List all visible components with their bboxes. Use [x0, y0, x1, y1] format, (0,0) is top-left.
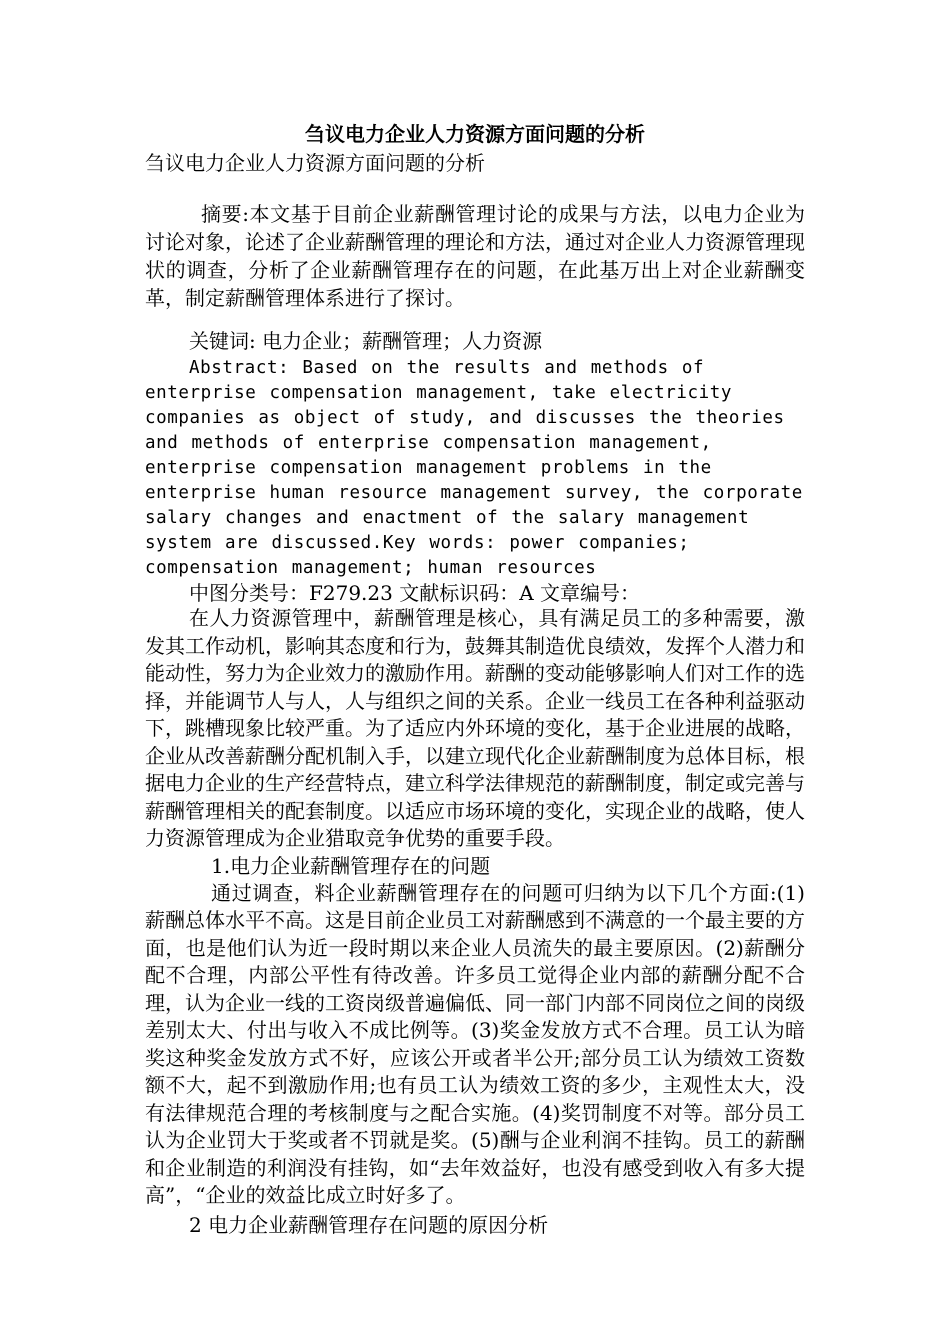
section-1-heading: 1.电力企业薪酬管理存在的问题: [211, 853, 491, 878]
document-subtitle: 刍议电力企业人力资源方面问题的分析: [145, 151, 485, 175]
english-abstract: Abstract: Based on the results and methods of enterprise compensation management, take electricity companies as object of study, and discusses the theories and methods of enterprise compensation management, enterprise compensation management problems in the enterprise human resource management survey, the corporate salary changes and enactment of the salary management system are discussed.Key words: power companies; compensation management; human resources: [145, 358, 803, 578]
section-1-paragraph: 通过调查，料企业薪酬管理存在的问题可归纳为以下几个方面:(1)薪酬总体水平不高。这是目前企业员工对薪酬感到不满意的一个最主要的方面，也是他们认为近一段时期以来企业人员流失的最主要原因。(2)薪酬分配不合理，内部公平性有待改善。许多员工觉得企业内部的薪酬分配不合理，认为企业一线的工资岗级普遍偏低、同一部门内部不同岗位之间的岗级差别太大、付出与收入不成比例等。(3)奖金发放方式不合理。员工认为暗奖这种奖金发放方式不好，应该公开或者半公开;部分员工认为绩效工资数额不大，起不到激励作用;也有员工认为绩效工资的多少，主观性太大，没有法律规范合理的考核制度与之配合实施。(4)奖罚制度不对等。部分员工认为企业罚大于奖或者不罚就是奖。(5)酬与企业利润不挂钩。员工的薪酬和企业制造的利润没有挂钩，如“去年效益好，也没有感受到收入有多大提高”，“企业的效益比成立时好多了。: [145, 880, 805, 1207]
keywords-line: 关键词: 电力企业；薪酬管理；人力资源: [189, 329, 543, 353]
document-title: 刍议电力企业人力资源方面问题的分析: [305, 122, 645, 146]
document-page: [145, 120, 805, 1240]
chinese-abstract: 摘要:本文基于目前企业薪酬管理讨论的成果与方法，以电力企业为讨论对象，论述了企业薪酬管理的理论和方法，通过对企业人力资源管理现状的调查，分析了企业薪酬管理存在的问题，在此基万出上对企业薪酬变革，制定薪酬管理体系进行了探讨。: [145, 202, 805, 310]
intro-paragraph: 在人力资源管理中，薪酬管理是核心，具有满足员工的多种需要，激发其工作动机，影响其态度和行为，鼓舞其制造优良绩效，发挥个人潜力和能动性，努力为企业效力的激励作用。薪酬的变动能够影响人们对工作的选择，并能调节人与人，人与组织之间的关系。企业一线员工在各种利益驱动下，跳槽现象比较严重。为了适应内外环境的变化，基于企业进展的战略，企业从改善薪酬分配机制入手，以建立现代化企业薪酬制度为总体目标，根据电力企业的生产经营特点，建立科学法律规范的薪酬制度，制定或完善与薪酬管理相关的配套制度。以适应市场环境的变化，实现企业的战略，使人力资源管理成为企业猎取竞争优势的重要手段。: [145, 606, 805, 850]
classification-line: 中图分类号：F279.23 文献标识码：A 文章编号：: [189, 581, 641, 605]
section-2-heading: 2 电力企业薪酬管理存在问题的原因分析: [189, 1212, 549, 1237]
